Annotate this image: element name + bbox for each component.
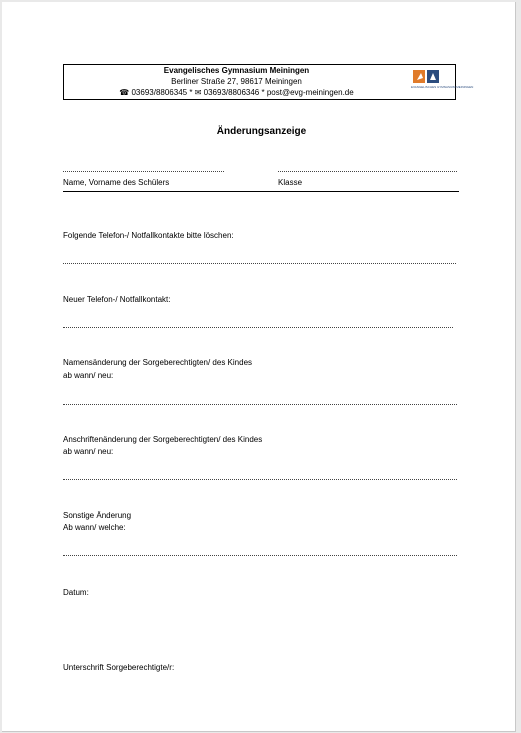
other-change-fill-line[interactable] bbox=[63, 555, 457, 556]
address-change-sublabel: ab wann/ neu: bbox=[63, 447, 114, 456]
delete-contacts-label: Folgende Telefon-/ Notfallkontakte bitte löschen: bbox=[63, 231, 234, 240]
page-title: Änderungsanzeige bbox=[216, 126, 307, 137]
fax-icon: ✉ bbox=[194, 88, 202, 97]
phone-icon: ☎ bbox=[119, 88, 130, 97]
new-contact-fill-line[interactable] bbox=[63, 327, 453, 328]
other-change-label: Sonstige Änderung bbox=[63, 511, 132, 520]
contact-line bbox=[64, 88, 409, 98]
name-change-sublabel: ab wann/ neu: bbox=[63, 371, 114, 380]
separator: * bbox=[261, 88, 265, 97]
other-change-sublabel: Ab wann/ welche: bbox=[63, 523, 126, 532]
phone-number: 03693/8806345 bbox=[131, 88, 188, 97]
address-change-fill-line[interactable] bbox=[63, 479, 457, 480]
school-logo bbox=[411, 70, 474, 94]
address-change-label: Anschriftenänderung der Sorgeberechtigten/ des Kindes bbox=[63, 435, 263, 444]
letterhead bbox=[63, 64, 474, 100]
name-fill-line[interactable] bbox=[63, 171, 224, 172]
class-label: Klasse bbox=[278, 178, 303, 187]
logo-icon bbox=[413, 70, 439, 84]
delete-contacts-fill-line[interactable] bbox=[63, 263, 456, 264]
name-change-label: Namensänderung der Sorgeberechtigten/ des Kindes bbox=[63, 358, 253, 367]
new-contact-label: Neuer Telefon-/ Notfallkontakt: bbox=[63, 295, 171, 304]
school-address: Berliner Straße 27, 98617 Meiningen bbox=[171, 77, 302, 86]
date-label: Datum: bbox=[63, 588, 89, 597]
fax-number: 03693/8806346 bbox=[203, 88, 260, 97]
separator: * bbox=[189, 88, 193, 97]
document-page bbox=[2, 2, 516, 732]
name-label: Name, Vorname des Schülers bbox=[63, 178, 170, 187]
logo-text: EVANGELISCHES GYMNASIUM MEININGEN bbox=[411, 85, 474, 89]
class-fill-line[interactable] bbox=[278, 171, 457, 172]
signature-label: Unterschrift Sorgeberechtigte/r: bbox=[63, 663, 175, 672]
school-name: Evangelisches Gymnasium Meiningen bbox=[163, 66, 310, 75]
divider bbox=[63, 191, 459, 192]
email-address: post@evg-meiningen.de bbox=[266, 88, 354, 97]
name-change-fill-line[interactable] bbox=[63, 404, 457, 405]
